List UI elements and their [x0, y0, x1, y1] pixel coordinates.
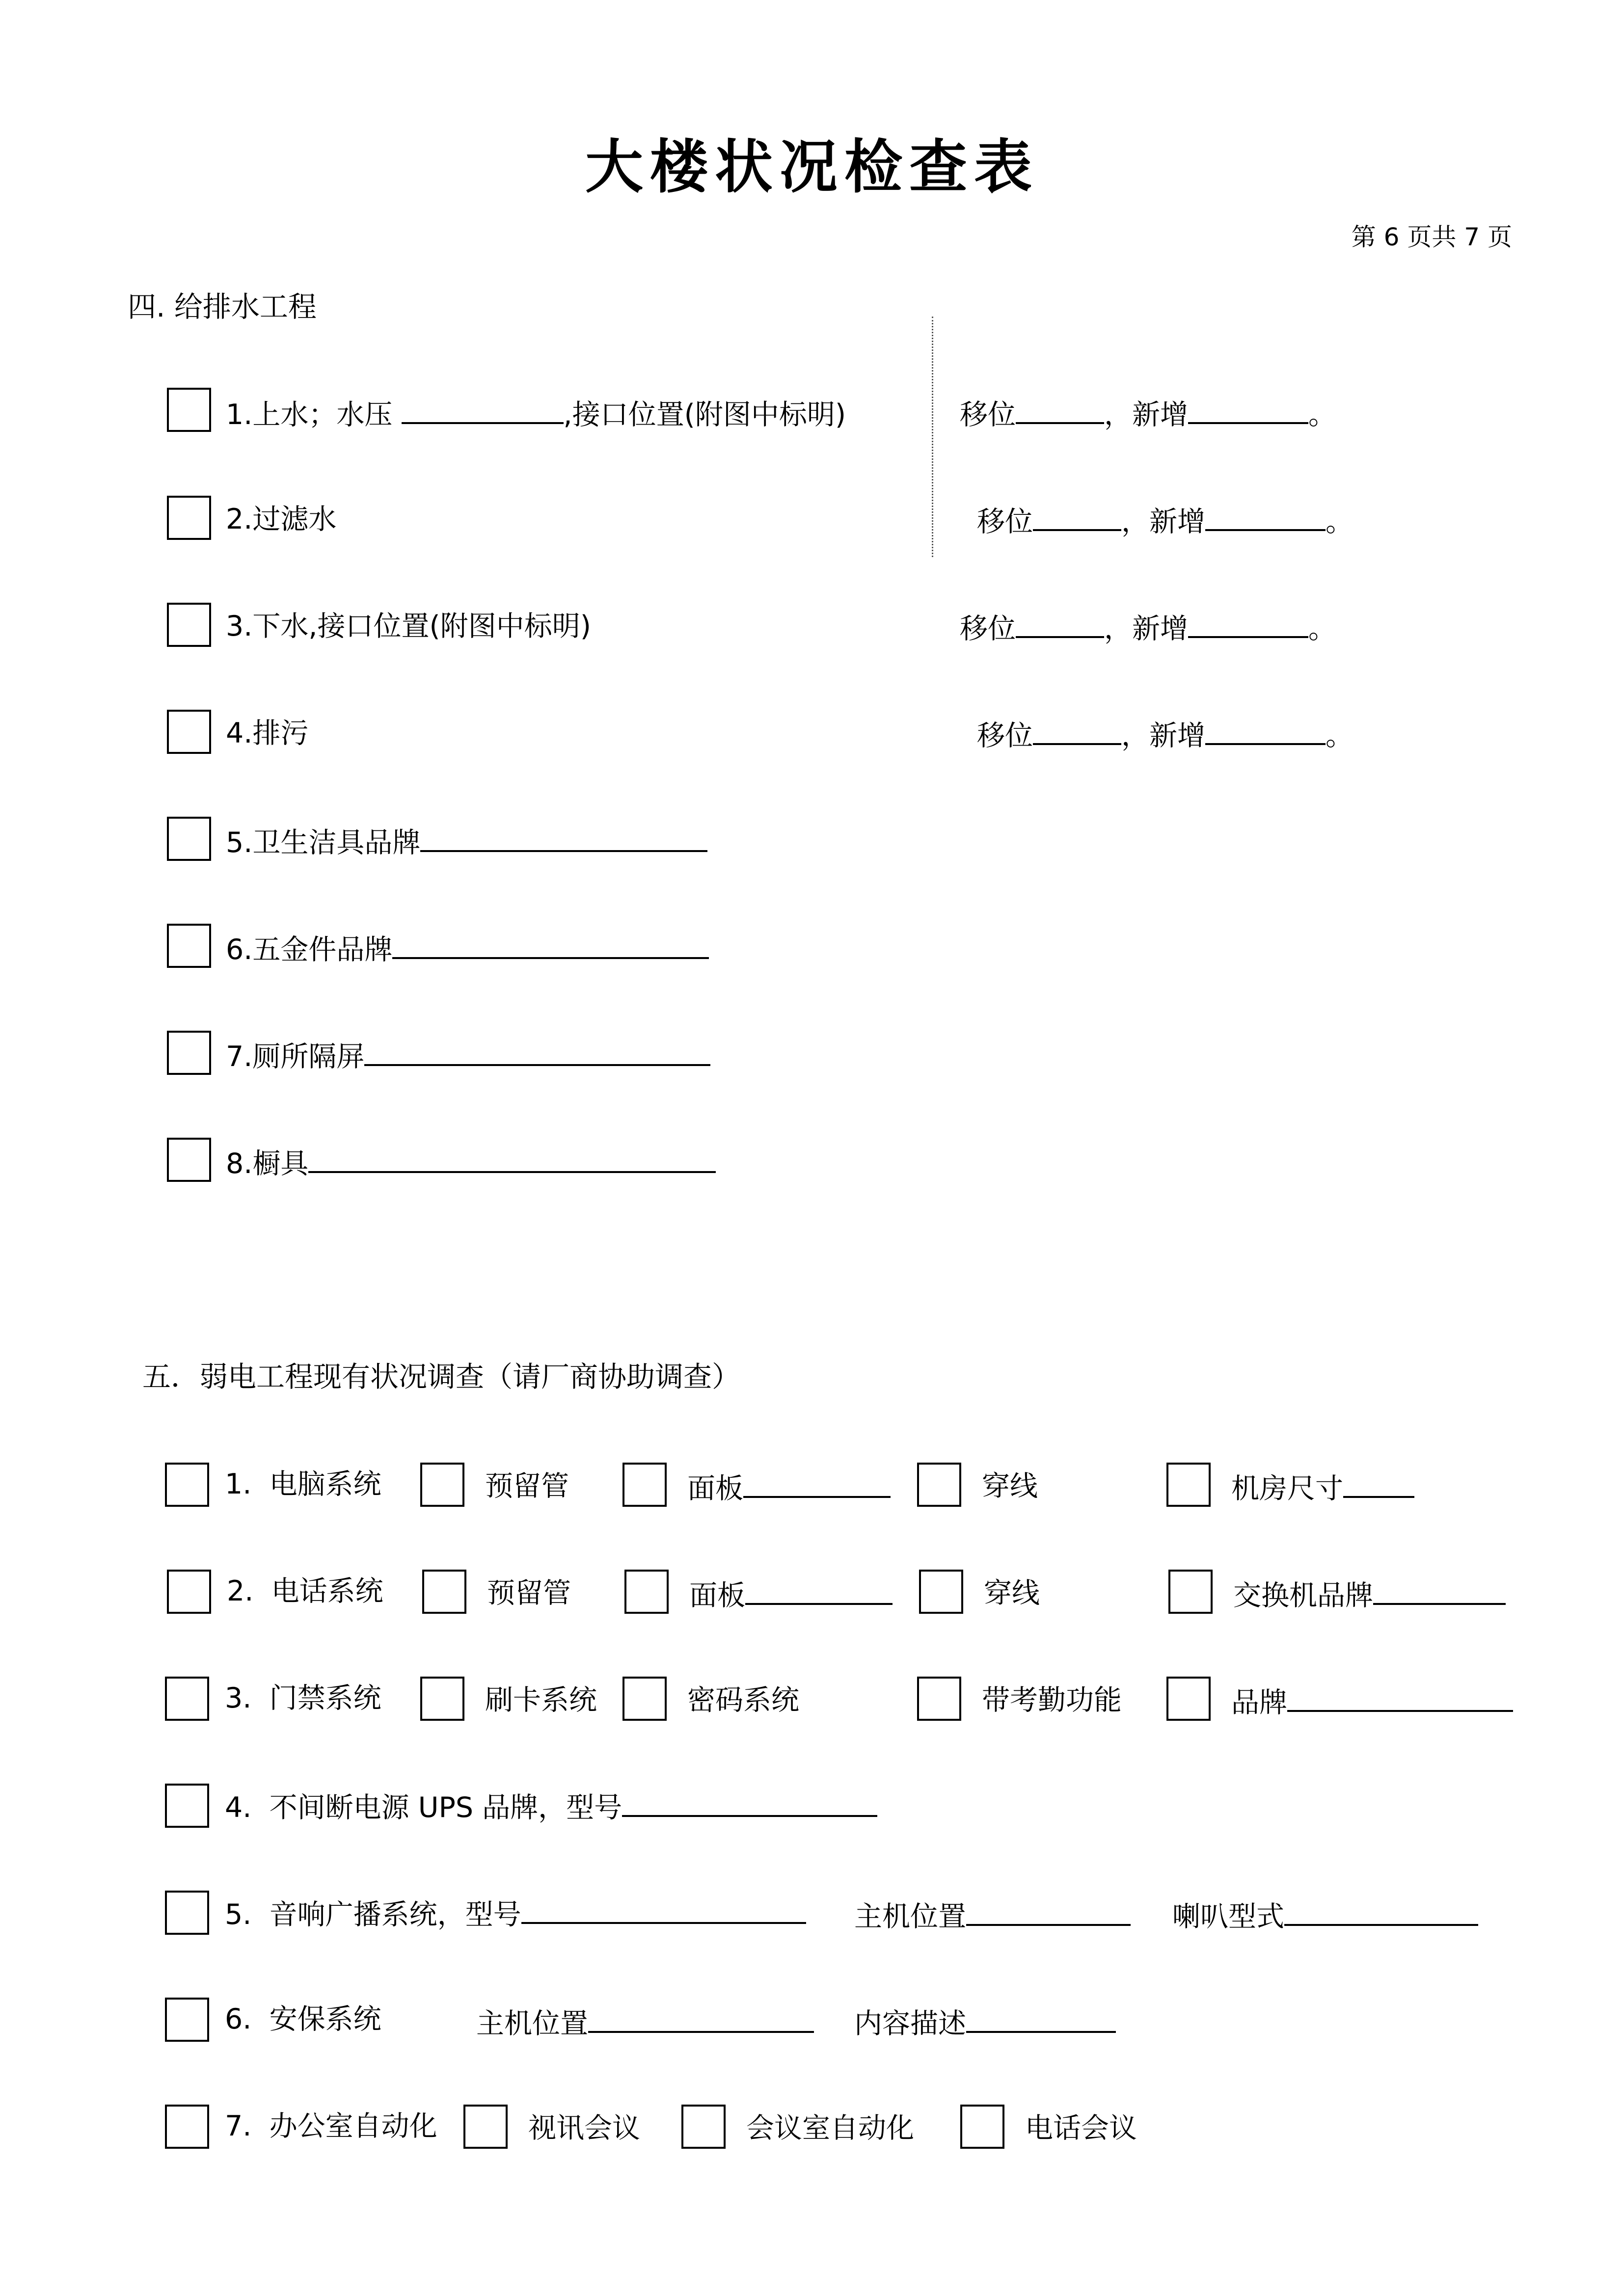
switchboard-checkbox[interactable] — [1168, 1570, 1213, 1614]
comma: ， — [1121, 506, 1149, 538]
drainage-checkbox[interactable] — [167, 603, 211, 647]
panel-checkbox[interactable] — [623, 1463, 667, 1507]
new-field[interactable] — [1188, 607, 1308, 638]
row-number: 7. — [225, 2110, 252, 2142]
row-number: 4. — [225, 1791, 252, 1824]
switchboard-label: 交换机品牌 — [1233, 1579, 1373, 1612]
ups-label: 不间断电源 UPS 品牌，型号 — [269, 1791, 623, 1824]
panel-item — [687, 1467, 891, 1508]
password-checkbox[interactable] — [623, 1677, 667, 1721]
comma: ， — [1104, 399, 1132, 431]
row-number: 3. — [225, 1682, 252, 1714]
panel-label: 面板 — [687, 1472, 743, 1505]
hardware-brand-field[interactable] — [392, 928, 709, 959]
audio-broadcast-label: 音响广播系统，型号 — [269, 1898, 521, 1931]
sewage-checkbox[interactable] — [167, 710, 211, 754]
drainage-label: 3.下水,接口位置(附图中标明) — [226, 610, 591, 642]
row-number: 6. — [225, 2003, 252, 2035]
brand-item — [1231, 1681, 1513, 1722]
brand-checkbox[interactable] — [1166, 1677, 1211, 1721]
access-control-label — [225, 1679, 381, 1718]
panel-label: 面板 — [689, 1579, 745, 1612]
panel-field[interactable] — [745, 1574, 893, 1605]
move-label: 移位 — [977, 506, 1033, 538]
content-description-label: 内容描述 — [854, 2007, 966, 2040]
new-label: 新增 — [1132, 399, 1188, 431]
hardware-label: 6.五金件品牌 — [226, 934, 393, 966]
access-control-text: 门禁系统 — [269, 1682, 381, 1714]
brand-field[interactable] — [1287, 1681, 1513, 1712]
page-middle: 页共 — [1407, 223, 1457, 251]
card-swipe-checkbox[interactable] — [420, 1677, 464, 1721]
page-number — [1352, 220, 1512, 254]
page-current: 6 — [1383, 223, 1400, 251]
move-label: 移位 — [960, 399, 1016, 431]
hardware-item — [226, 928, 709, 969]
row-number: 1. — [225, 1468, 252, 1500]
computer-system-text: 电脑系统 — [269, 1468, 381, 1500]
phone-conference-label: 电话会议 — [1025, 2112, 1137, 2144]
page-total: 7 — [1464, 223, 1480, 251]
card-swipe-label: 刷卡系统 — [485, 1684, 597, 1716]
security-system-label — [225, 2000, 381, 2039]
period: 。 — [1308, 613, 1336, 645]
section4-heading: 四. 给排水工程 — [128, 290, 317, 323]
attendance-checkbox[interactable] — [917, 1677, 961, 1721]
new-field[interactable] — [1205, 500, 1326, 531]
machine-room-field[interactable] — [1343, 1467, 1414, 1498]
panel-field[interactable] — [743, 1467, 891, 1498]
host-location-label: 主机位置 — [854, 1900, 966, 1933]
telephone-system-label — [227, 1572, 383, 1611]
new-label: 新增 — [1149, 506, 1205, 538]
audio-model-field[interactable] — [521, 1893, 806, 1924]
move-label: 移位 — [960, 613, 1016, 645]
water-supply-tail: ,接口位置(附图中标明) — [563, 399, 846, 431]
computer-system-label — [225, 1465, 381, 1504]
host-location-field[interactable] — [588, 2002, 814, 2033]
conduit-label: 预留管 — [487, 1577, 571, 1609]
period: 。 — [1308, 399, 1336, 431]
kitchen-ware-checkbox[interactable] — [167, 1138, 211, 1182]
security-host-item — [476, 2002, 814, 2043]
content-description-field[interactable] — [966, 2002, 1116, 2033]
password-label: 密码系统 — [687, 1684, 799, 1716]
comma: ， — [1104, 613, 1132, 645]
section5-heading: 五．弱电工程现有状况调查（请厂商协助调查） — [142, 1360, 741, 1393]
computer-system-checkbox[interactable] — [165, 1463, 209, 1507]
ups-checkbox[interactable] — [165, 1784, 209, 1828]
sanitary-ware-item — [226, 821, 707, 862]
machine-room-checkbox[interactable] — [1166, 1463, 1211, 1507]
panel-checkbox[interactable] — [624, 1570, 669, 1614]
comma: ， — [1121, 720, 1149, 752]
conduit-checkbox[interactable] — [422, 1570, 466, 1614]
wiring-checkbox[interactable] — [917, 1463, 961, 1507]
kitchen-ware-field[interactable] — [308, 1142, 716, 1173]
move-field[interactable] — [1016, 607, 1104, 638]
drainage-move-new — [960, 607, 1336, 648]
host-location-label: 主机位置 — [476, 2007, 588, 2040]
machine-room-item — [1231, 1467, 1414, 1508]
toilet-partition-item — [226, 1035, 710, 1076]
security-system-text: 安保系统 — [269, 2003, 381, 2035]
move-field[interactable] — [1016, 393, 1104, 424]
wiring-label: 穿线 — [982, 1470, 1038, 1502]
kitchen-ware-label: 8.橱具 — [226, 1148, 309, 1180]
sanitary-ware-label: 5.卫生洁具品牌 — [226, 827, 421, 859]
office-automation-label — [225, 2107, 437, 2146]
move-label: 移位 — [977, 720, 1033, 752]
page-suffix: 页 — [1488, 223, 1512, 251]
period: 。 — [1326, 720, 1353, 752]
sanitary-ware-brand-field[interactable] — [420, 821, 707, 852]
water-pressure-field[interactable] — [402, 393, 564, 424]
new-label: 新增 — [1149, 720, 1205, 752]
row-number: 2. — [227, 1575, 254, 1607]
meeting-room-automation-label: 会议室自动化 — [746, 2112, 914, 2144]
ups-field[interactable] — [622, 1786, 877, 1817]
telephone-system-checkbox[interactable] — [167, 1570, 211, 1614]
brand-label: 品牌 — [1231, 1686, 1287, 1719]
video-conference-checkbox[interactable] — [463, 2105, 508, 2149]
video-conference-label: 视讯会议 — [528, 2112, 640, 2144]
conduit-label: 预留管 — [485, 1470, 569, 1502]
sanitary-ware-checkbox[interactable] — [167, 817, 211, 861]
telephone-system-text: 电话系统 — [271, 1575, 383, 1607]
water-supply-move-new — [960, 393, 1336, 434]
content-description-item — [854, 2002, 1116, 2043]
office-automation-text: 办公室自动化 — [269, 2110, 437, 2142]
speaker-type-item — [1172, 1895, 1478, 1936]
water-supply-label: 1.上水；水压 — [226, 399, 393, 431]
kitchen-ware-item — [226, 1142, 716, 1183]
wiring-checkbox[interactable] — [919, 1570, 963, 1614]
switchboard-item — [1233, 1574, 1506, 1615]
machine-room-label: 机房尺寸 — [1231, 1472, 1343, 1505]
row-number: 5. — [225, 1898, 252, 1931]
document-title: 大楼状况检查表 — [585, 133, 1039, 201]
page-prefix: 第 — [1351, 223, 1376, 251]
speaker-type-field[interactable] — [1284, 1895, 1478, 1926]
move-field[interactable] — [1033, 714, 1121, 745]
access-control-checkbox[interactable] — [165, 1677, 209, 1721]
audio-host-item — [854, 1895, 1131, 1936]
office-automation-checkbox[interactable] — [165, 2105, 209, 2149]
water-supply-item — [226, 393, 846, 434]
switchboard-brand-field[interactable] — [1373, 1574, 1506, 1605]
ups-item — [225, 1786, 877, 1827]
conduit-checkbox[interactable] — [420, 1463, 464, 1507]
phone-conference-checkbox[interactable] — [960, 2105, 1004, 2149]
filtered-water-checkbox[interactable] — [167, 496, 211, 540]
audio-broadcast-checkbox[interactable] — [165, 1891, 209, 1935]
new-label: 新增 — [1132, 613, 1188, 645]
toilet-partition-field[interactable] — [364, 1035, 710, 1066]
security-system-checkbox[interactable] — [165, 1998, 209, 2042]
toilet-partition-label: 7.厕所隔屏 — [226, 1041, 365, 1073]
filtered-water-label: 2.过滤水 — [226, 503, 337, 535]
new-field[interactable] — [1188, 393, 1308, 424]
wiring-label: 穿线 — [984, 1577, 1040, 1609]
toilet-partition-checkbox[interactable] — [167, 1031, 211, 1075]
panel-item — [689, 1574, 893, 1615]
period: 。 — [1326, 506, 1353, 538]
audio-broadcast-item — [225, 1893, 806, 1934]
dotted-divider — [932, 317, 933, 557]
hardware-checkbox[interactable] — [167, 924, 211, 968]
meeting-room-automation-checkbox[interactable] — [681, 2105, 726, 2149]
filtered-water-move-new — [977, 500, 1353, 541]
attendance-label: 带考勤功能 — [982, 1684, 1122, 1716]
move-field[interactable] — [1033, 500, 1121, 531]
water-supply-checkbox[interactable] — [167, 388, 211, 432]
host-location-field[interactable] — [966, 1895, 1131, 1926]
new-field[interactable] — [1205, 714, 1326, 745]
sewage-label: 4.排污 — [226, 717, 309, 749]
sewage-move-new — [977, 714, 1353, 755]
speaker-type-label: 喇叭型式 — [1172, 1900, 1284, 1933]
